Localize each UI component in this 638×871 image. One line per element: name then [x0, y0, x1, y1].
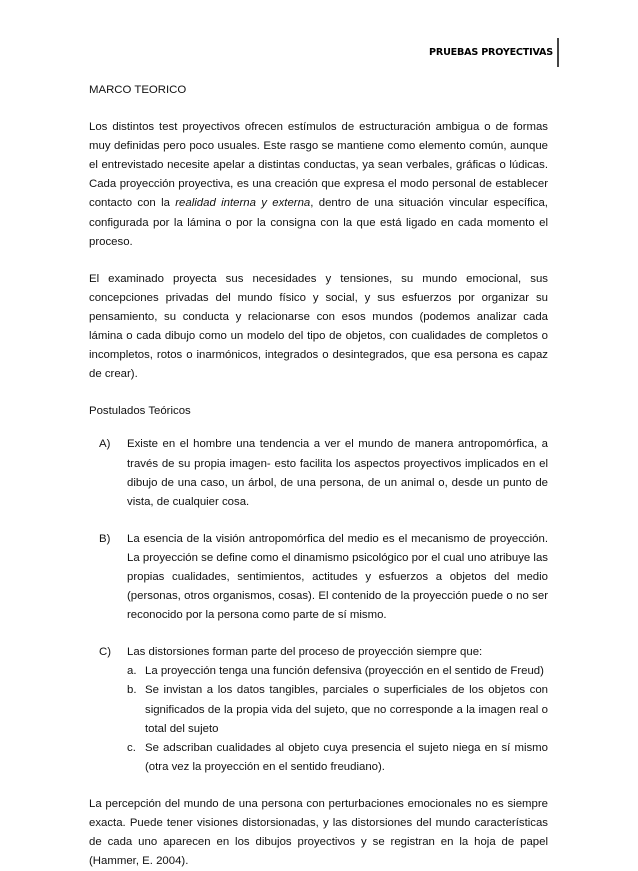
sublist-marker: b. [127, 684, 137, 697]
list-marker: A) [99, 438, 111, 451]
document-body [89, 81, 548, 871]
paragraph-intro-italic: realidad interna y externa [175, 197, 311, 210]
postulate-c [89, 643, 548, 662]
paragraph-intro-text-1: Los distintos test proyectivos ofrecen estímulos de estructuración ambigua o de formas muy definidas pero poco usuales. Este rasgo se mantiene como elemento común, aunque el entrevistado necesite apelar a distintas conductas, ya sean verbales, gráficas o lúdicas. Cada proyección proyectiva, es una creación que expresa el modo personal de establecer contacto con la [89, 121, 548, 210]
paragraph-intro [89, 118, 548, 252]
postulate-c-subitem-a [89, 662, 548, 681]
postulate-text: Existe en el hombre una tendencia a ver el mundo de manera antropomórfica, a través de su propia imagen- esto facilita los aspectos proyectivos implicados en el dibujo de una caso, un árbol, de una persona, de un animal o, desde un punto de vista, de cualquier cosa. [127, 438, 548, 508]
paragraph-conclusion: La percepción del mundo de una persona con perturbaciones emocionales no es siempre exacta. Puede tener visiones distorsionadas, y las distorsiones del mundo características de cada uno aparecen en los dibujos proyectivos y se registran en la hoja de papel (Hammer, E. 2004). [89, 797, 548, 868]
list-marker: C) [99, 646, 112, 659]
sublist-marker: c. [127, 741, 136, 754]
subitem-text: Se adscriban cualidades al objeto cuya presencia el sujeto niega en sí mismo (otra vez la proyección en el sentido freudiano). [145, 741, 548, 773]
subitem-text: La proyección tenga una función defensiva (proyección en el sentido de Freud) [145, 665, 544, 678]
postulate-text: Las distorsiones forman parte del proceso de proyección siempre que: [127, 646, 483, 659]
postulate-c-subitem-b [89, 681, 548, 738]
postulate-a [89, 435, 548, 511]
page-header-title: PRUEBAS PROYECTIVAS [429, 47, 553, 58]
list-marker: B) [99, 532, 111, 545]
section-title: MARCO TEORICO [89, 84, 187, 96]
header-divider [557, 38, 559, 67]
subheading-postulates: Postulados Teóricos [89, 405, 191, 418]
postulate-text: La esencia de la visión antropomórfica del medio es el mecanismo de proyección. La proyección se define como el dinamismo psicológico por el cual uno atribuye las propias cualidades, sentimientos, actitudes y esfuerzos a objetos del medio (personas, otros organismos, cosas). El contenido de la proyección puede o no ser reconocido por la persona como parte de sí mismo. [127, 532, 548, 622]
paragraph-intro-text-2: , dentro de una situación vincular específica, configurada por la lámina o por la consigna con la que está ligado en cada momento el proceso. [89, 197, 548, 248]
postulate-b [89, 530, 548, 625]
subitem-text: Se invistan a los datos tangibles, parciales o superficiales de los objetos con significados de la propia vida del sujeto, que no corresponde a la imagen real o total del sujeto [145, 684, 548, 735]
sublist-marker: a. [127, 665, 137, 678]
postulate-c-subitem-c [89, 739, 548, 777]
paragraph-examinee: El examinado proyecta sus necesidades y tensiones, su mundo emocional, sus concepciones privadas del mundo físico y social, y sus esfuerzos por organizar su pensamiento, su conducta y relacionarse con esos mundos (podemos analizar cada lámina o cada dibujo como un modelo del tipo de objetos, con cualidades de completos o incompletos, rotos o inarmónicos, integrados o desintegrados, que esa persona es capaz de crear). [89, 272, 548, 381]
